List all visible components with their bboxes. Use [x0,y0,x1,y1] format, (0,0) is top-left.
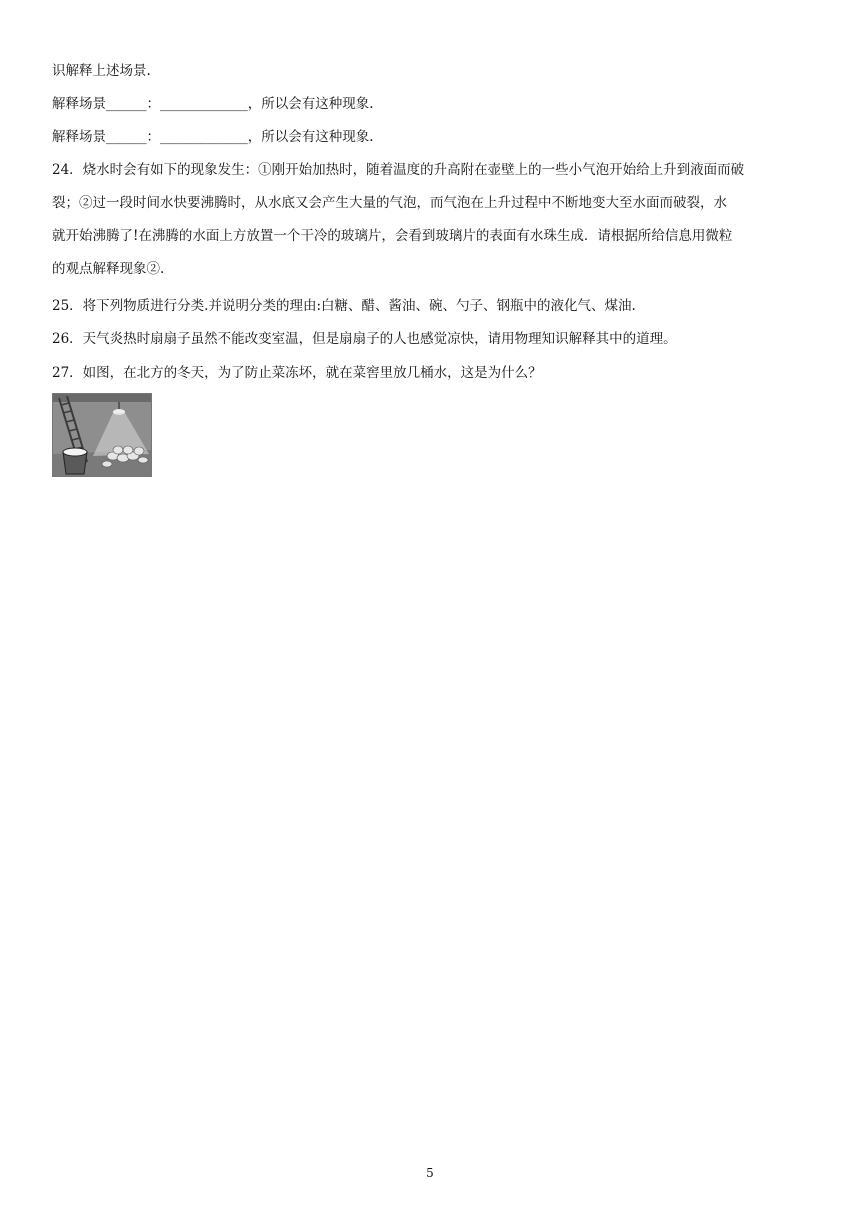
answer-line-1: 解释场景______：_____________，所以会有这种现象. [52,96,374,112]
page-number: 5 [426,1166,434,1180]
q24-line-2: 裂；②过一段时间水快要沸腾时，从水底又会产生大量的气泡，而气泡在上升过程中不断地变大至水面而破裂，水 [52,195,727,211]
q24-line-1: 24．烧水时会有如下的现象发生：①刚开始加热时，随着温度的升高附在壶壁上的一些小气泡开始给上升到液面而破 [52,162,745,178]
answer-line-2: 解释场景______：_____________，所以会有这种现象. [52,129,374,145]
question-27: 27．如图，在北方的冬天，为了防止菜冻坏，就在菜窖里放几桶水，这是为什么？ [52,365,542,381]
text-line-intro: 识解释上述场景. [52,63,151,79]
cellar-figure [52,393,152,477]
q24-line-4: 的观点解释现象②. [52,261,165,277]
question-25: 25．将下列物质进行分类.并说明分类的理由:白糖、醋、酱油、碗、勺子、钢瓶中的液化气、煤油. [52,298,636,314]
cellar-illustration [53,394,151,476]
question-24 [52,154,808,286]
question-26: 26．天气炎热时扇扇子虽然不能改变室温，但是扇扇子的人也感觉凉快，请用物理知识解释其中的道理。 [52,331,677,347]
q24-line-3: 就开始沸腾了!在沸腾的水面上方放置一个干冷的玻璃片，会看到玻璃片的表面有水珠生成．请根据所给信息用微粒 [52,228,733,244]
